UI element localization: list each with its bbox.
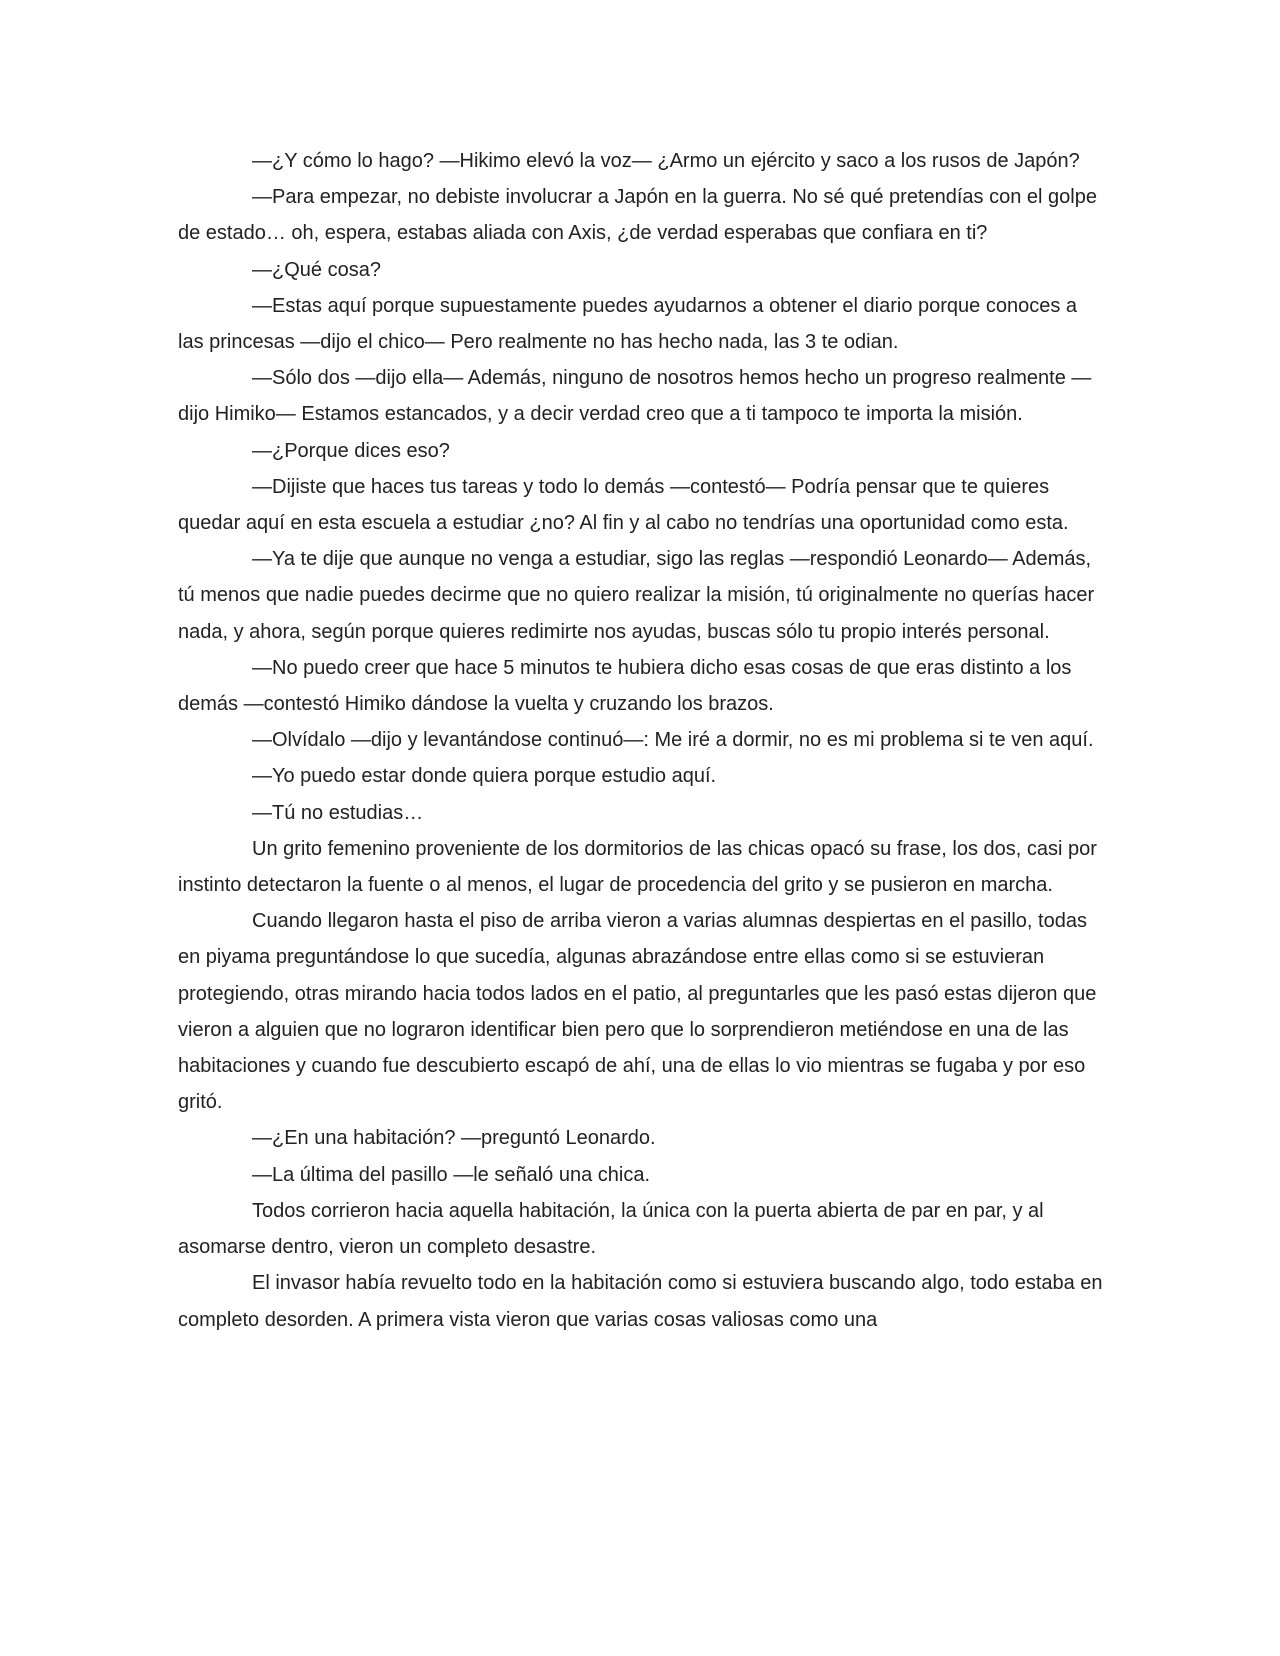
paragraph: —Estas aquí porque supuestamente puedes ayudarnos a obtener el diario porque conoces a las princesas —dijo el chico— Pero realmente no has hecho nada, las 3 te odian. [178,294,1077,354]
paragraph: —¿Y cómo lo hago? —Hikimo elevó la voz— ¿Armo un ejército y saco a los rusos de Japón? [252,150,1080,172]
paragraph: —¿Qué cosa? [252,258,381,281]
paragraph: —Dijiste que haces tus tareas y todo lo demás —contestó— Podría pensar que te quieres quedar aquí en esta escuela a estudiar ¿no? Al fin y al cabo no tendrías una oportunidad como esta. [178,475,1069,535]
paragraph: Todos corrieron hacia aquella habitación, la única con la puerta abierta de par en par, y al asomarse dentro, vieron un completo desastre. [178,1199,1044,1259]
document-body [178,143,1103,1338]
paragraph: —Yo puedo estar donde quiera porque estudio aquí. [252,765,717,788]
paragraph: —Ya te dije que aunque no venga a estudiar, sigo las reglas —respondió Leonardo— Además, tú menos que nadie puedes decirme que no quiero realizar la misión, tú originalmente no querías hacer nada, y ahora, según porque quieres redimirte nos ayudas, buscas sólo tu propio interés personal. [178,548,1095,643]
paragraph: —Olvídalo —dijo y levantándose continuó—: Me iré a dormir, no es mi problema si te ven aquí. [252,729,1094,752]
paragraph: —¿En una habitación? —preguntó Leonardo. [252,1127,656,1150]
paragraph: —Tú no estudias… [252,801,424,824]
paragraph: Un grito femenino proveniente de los dormitorios de las chicas opacó su frase, los dos, casi por instinto detectaron la fuente o al menos, el lugar de procedencia del grito y se pusieron en marcha. [178,837,1097,897]
paragraph: —¿Porque dices eso? [252,439,450,462]
paragraph: El invasor había revuelto todo en la habitación como si estuviera buscando algo, todo estaba en completo desorden. A primera vista vieron que varias cosas valiosas como una [178,1272,1103,1331]
paragraph: —La última del pasillo —le señaló una chica. [252,1163,650,1186]
paragraph: —Sólo dos —dijo ella— Además, ninguno de nosotros hemos hecho un progreso realmente —dijo Himiko— Estamos estancados, y a decir verdad creo que a ti tampoco te importa la misión. [178,367,1092,426]
paragraph: —Para empezar, no debiste involucrar a Japón en la guerra. No sé qué pretendías con el golpe de estado… oh, espera, estabas aliada con Axis, ¿de verdad esperabas que confiara en ti? [178,186,1097,245]
paragraph: —No puedo creer que hace 5 minutos te hubiera dicho esas cosas de que eras distinto a los demás —contestó Himiko dándose la vuelta y cruzando los brazos. [178,656,1072,716]
paragraph: Cuando llegaron hasta el piso de arriba vieron a varias alumnas despiertas en el pasillo, todas en piyama preguntándose lo que sucedía, algunas abrazándose entre ellas como si se estuvieran protegiendo, otras mirando hacia todos lados en el patio, al preguntarles que les pasó estas dijeron que vieron a alguien que no lograron identificar bien pero que lo sorprendieron metiéndose en una de las habitaciones y cuando fue descubierto escapó de ahí, una de ellas lo vio mientras se fugaba y por eso gritó. [178,910,1097,1114]
